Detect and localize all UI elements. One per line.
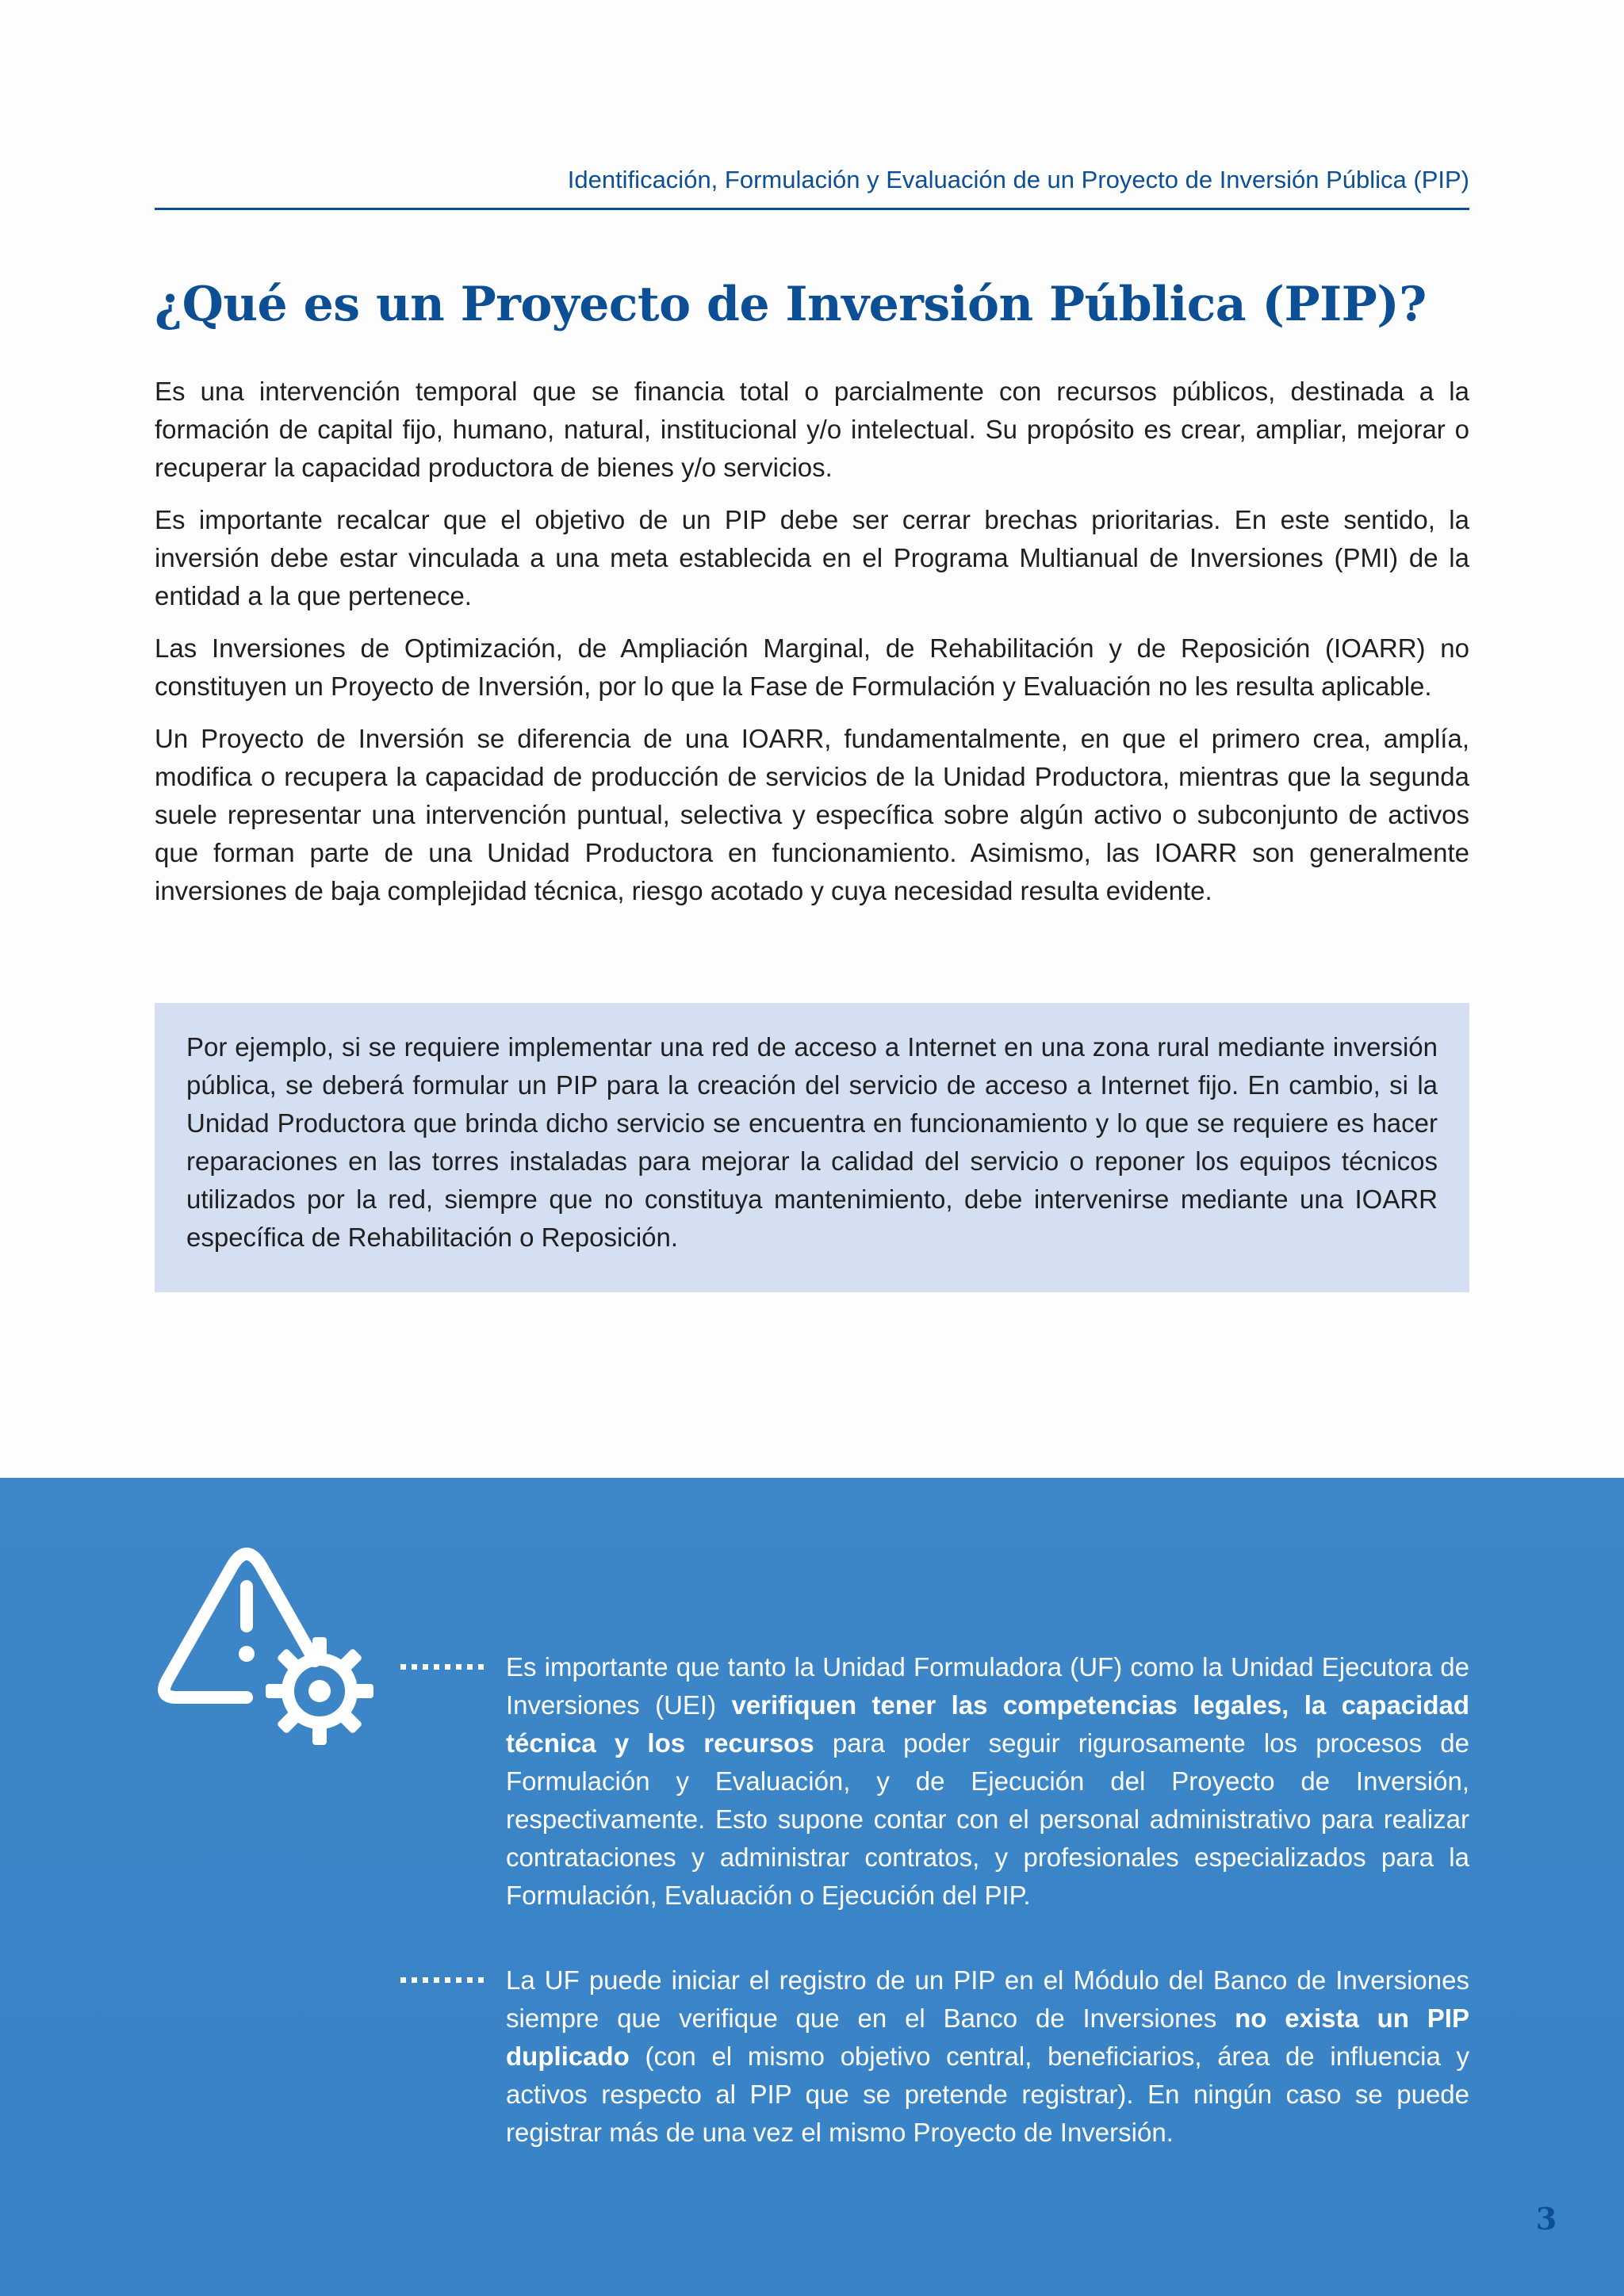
body-section	[155, 373, 1469, 924]
note-competencies	[400, 1648, 1469, 1915]
example-callout	[155, 1003, 1469, 1292]
warning-gear-icon	[153, 1525, 377, 1748]
note-text-end: (con el mismo objetivo central, beneficiarios, área de influencia y activos respecto al PIP que se pretende registrar). En ningún caso se puede registrar más de una vez el mismo Proyecto de Inversión.	[506, 2042, 1469, 2147]
page-number: 3	[1535, 2201, 1557, 2237]
paragraph-ioarr: Las Inversiones de Optimización, de Ampliación Marginal, de Rehabilitación y de Reposición (IOARR) no constituyen un Proyecto de Inversión, por lo que la Fase de Formulación y Evaluación no les resulta aplicable.	[155, 633, 1469, 701]
page-title: ¿Qué es un Proyecto de Inversión Pública (PIP)?	[155, 277, 1427, 332]
running-header: Identificación, Formulación y Evaluación de un Proyecto de Inversión Pública (PIP)	[567, 166, 1469, 193]
paragraph-definition: Es una intervención temporal que se financia total o parcialmente con recursos públicos, destinada a la formación de capital fijo, humano, natural, institucional y/o intelectual. Su propósito es crear, ampliar, mejorar o recuperar la capacidad productora de bienes y/o servicios.	[155, 377, 1469, 482]
note-text	[506, 1961, 1469, 2152]
note-text-emphasis: verifiquen tener las competencias legales, la capacidad técnica y los recursos	[506, 1690, 1469, 1758]
dotted-leader-icon	[400, 1977, 485, 1984]
note-text-end: para poder seguir rigurosamente los procesos de Formulación y Evaluación, y de Ejecución del Proyecto de Inversión, respectivamente. Esto supone contar con el personal administrativo para realizar contrataciones y administrar contratos, y profesionales especializados para la Formulación, Evaluación o Ejecución del PIP.	[506, 1728, 1469, 1910]
note-text-start: Es importante que tanto la Unidad Formuladora (UF) como la Unidad Ejecutora de Inversiones (UEI)	[506, 1652, 1469, 1720]
example-text: Por ejemplo, si se requiere implementar una red de acceso a Internet en una zona rural mediante inversión pública, se deberá formular un PIP para la creación del servicio de acceso a Internet fijo. En cambio, si la Unidad Productora que brinda dicho servicio se encuentra en funcionamiento y lo que se requiere es hacer reparaciones en las torres instaladas para mejorar la calidad del servicio o reponer los equipos técnicos utilizados por la red, siempre que no constituya mantenimiento, debe intervenirse mediante una IOARR específica de Rehabilitación o Reposición.	[186, 1032, 1438, 1252]
header-divider	[155, 208, 1469, 210]
note-duplicate	[400, 1961, 1469, 2152]
note-text-emphasis: no exista un PIP duplicado	[506, 2003, 1469, 2071]
note-text	[506, 1648, 1469, 1915]
note-text-start: La UF puede iniciar el registro de un PIP en el Módulo del Banco de Inversiones siempre que verifique que en el Banco de Inversiones	[506, 1965, 1469, 2033]
paragraph-objective: Es importante recalcar que el objetivo de un PIP debe ser cerrar brechas prioritarias. En este sentido, la inversión debe estar vinculada a una meta establecida en el Programa Multianual de Inversiones (PMI) de la entidad a la que pertenece.	[155, 505, 1469, 610]
paragraph-difference: Un Proyecto de Inversión se diferencia de una IOARR, fundamentalmente, en que el primero crea, amplía, modifica o recupera la capacidad de producción de servicios de la Unidad Productora, mientras que la segunda suele representar una intervención puntual, selectiva y específica sobre algún activo o subconjunto de activos que forman parte de una Unidad Productora en funcionamiento. Asimismo, las IOARR son generalmente inversiones de baja complejidad técnica, riesgo acotado y cuya necesidad resulta evidente.	[155, 724, 1469, 905]
dotted-leader-icon	[400, 1664, 485, 1670]
